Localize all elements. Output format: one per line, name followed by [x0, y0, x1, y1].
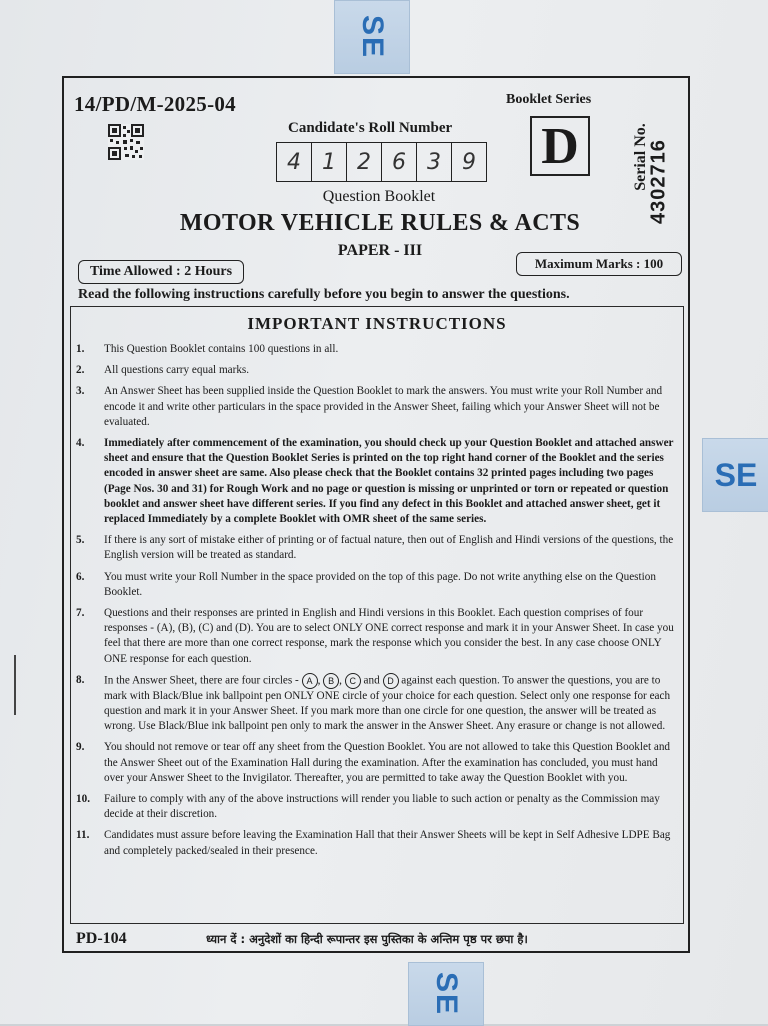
roll-digit: 1 [312, 143, 347, 181]
instruction-item [76, 740, 680, 786]
footer-code: PD-104 [76, 930, 127, 947]
instruction-item [76, 342, 680, 357]
instruction-number: 10. [76, 793, 90, 806]
circle-a-icon: A [302, 673, 318, 689]
instruction-number: 5. [76, 534, 85, 547]
tape-strip-bottom [408, 962, 484, 1026]
booklet-title: MOTOR VEHICLE RULES & ACTS [179, 210, 581, 236]
instruction-number: 8. [76, 673, 85, 686]
roll-digit: 3 [417, 143, 452, 181]
max-marks-badge: Maximum Marks : 100 [516, 252, 682, 276]
roll-number-label: Candidate's Roll Number [288, 120, 453, 136]
read-instructions-note: Read the following instructions carefully before you begin to answer the questions. [78, 287, 570, 302]
instruction-text-part: In the Answer Sheet, there are four circles - [104, 674, 302, 687]
question-booklet-label [0, 188, 768, 206]
tape-strip-top [334, 0, 410, 74]
roll-number-boxes[interactable] [276, 142, 487, 182]
paper-code: 14/PD/M-2025-04 [74, 92, 236, 116]
serial-number-label: Serial No. [632, 123, 649, 191]
roll-digit: 9 [462, 149, 476, 175]
instruction-item [76, 570, 680, 600]
booklet-series-label: Booklet Series [506, 92, 592, 107]
tape-strip-right [702, 438, 768, 512]
instruction-number: 2. [76, 364, 85, 377]
instruction-item [76, 436, 680, 527]
time-allowed-badge: Time Allowed : 2 Hours [78, 260, 244, 284]
instruction-number: 11. [76, 829, 90, 842]
circle-b-icon: B [323, 673, 339, 689]
instruction-text: Questions and their responses are printed in English and Hindi versions in this Booklet. Each question comprises of four responses - (A), (B), (C) and (D). You are to select ONLY ONE correct response and mark it in your Answer Sheet. In case you feel that there are more than one correct response, mark the response which you consider the best. In any case choose ONLY ONE response for each question. [104, 607, 674, 665]
instruction-text: You should not remove or tear off any sheet from the Question Booklet. You are not allowed to take this Question Booklet and the Answer Sheet out of the Examination Hall during the examination. After the examination has concluded, you must hand over your Answer Sheet to the Invigilator. Thereafter, you are permitted to take away the Question Booklet with you. [104, 741, 671, 784]
instruction-number: 1. [76, 343, 85, 355]
circle-c-icon: C [345, 673, 361, 689]
instruction-item [76, 384, 680, 430]
instruction-text: Failure to comply with any of the above instructions will render you liable to such action or penalty as the Commission may decide at their discretion. [104, 793, 660, 821]
instruction-number: 3. [76, 385, 85, 398]
instruction-number: 7. [76, 607, 85, 620]
instruction-item [76, 792, 680, 822]
serial-number: 4302716 [647, 139, 670, 224]
instruction-text-part: against each question. To answer the questions, you are to mark with Black/Blue ink ballpoint pen ONLY ONE circle of your choice for each question. Select only one response for each question and mark it in your Answer Sheet. If you mark more than one circle for one question, the answer will be treated as wrong. Use Black/Blue ink ballpoint pen only to mark the answer in the Answer Sheet. Any erasure or change is not allowed. [104, 674, 671, 733]
instruction-item [76, 606, 680, 667]
instruction-number: 4. [76, 437, 85, 450]
qr-code-icon [108, 124, 144, 160]
margin-pen-mark [14, 655, 16, 715]
instruction-text: You must write your Roll Number in the space provided on the top of this page. Do not write anything else on the Question Booklet. [104, 570, 656, 598]
roll-digit: 2 [347, 143, 382, 181]
circle-d-icon: D [383, 673, 399, 689]
instruction-text: Candidates must assure before leaving the Examination Hall that their Answer Sheets will be kept in Self Adhesive LDPE Bag and completely packed/sealed in their presence. [104, 829, 671, 857]
instruction-item [76, 533, 680, 563]
paper-number: PAPER - III [337, 242, 423, 259]
instructions-list [76, 342, 680, 865]
instruction-text: All questions carry equal marks. [104, 364, 250, 377]
footer-hindi-note: ध्यान दें : अनुदेशों का हिन्दी रूपान्तर इस पुस्तिका के अन्तिम पृष्ठ पर छपा है। [206, 932, 528, 946]
instruction-text: Immediately after commencement of the examination, you should check up your Question Booklet and attached answer sheet and ensure that the Question Booklet Series is printed on the top right hand corner of the Booklet and the series encoded in answer sheet are same. Also please check that the Booklet contains 32 printed pages including two pages (Page Nos. 30 and 31) for Rough Work and no page or question is missing or unprinted or torn or repeated or question booklet and answer sheet have different series. If you find any defect in this Booklet and attached answer sheet, get it replaced Immediately by a complete Booklet with OMR sheet of the same series. [104, 437, 674, 526]
instruction-item [76, 673, 680, 735]
tape-text-bottom: SE [430, 971, 463, 1017]
instructions-heading: IMPORTANT INSTRUCTIONS [247, 314, 507, 333]
instruction-text: This Question Booklet contains 100 questions in all. [104, 343, 339, 355]
instruction-text: An Answer Sheet has been supplied inside the Question Booklet to mark the answers. You must write your Roll Number and encode it and write other particulars in the space provided in the Answer Sheet, failing which your Answer Sheet will not be evaluated. [104, 385, 663, 428]
roll-digit: 4 [277, 143, 312, 181]
roll-digit: 6 [382, 143, 417, 181]
instruction-item [76, 363, 680, 378]
instruction-number: 9. [76, 741, 85, 754]
question-booklet-text: Question Booklet [322, 188, 436, 205]
instruction-item [76, 828, 680, 858]
tape-text-right: SE [714, 456, 758, 493]
instruction-number: 6. [76, 570, 85, 583]
tape-text-top: SE [356, 14, 389, 60]
instruction-text: If there is any sort of mistake either of printing or of factual nature, then out of English and Hindi versions of the questions, the English version will be treated as standard. [104, 534, 674, 562]
booklet-series-box: D [530, 116, 590, 176]
instruction-text: In the Answer Sheet, there are four circles - A , B , C and D against each question. To answer the questions, you are to mark with Black/Blue ink ballpoint pen ONLY ONE circle of your choice for each question. Select only one response for each question and mark it in your Answer Sheet. If you mark more than one circle for one question, the answer will be treated as wrong. Use Black/Blue ink ballpoint pen only to mark the answer in the Answer Sheet. Any erasure or change is not allowed. [104, 674, 671, 733]
